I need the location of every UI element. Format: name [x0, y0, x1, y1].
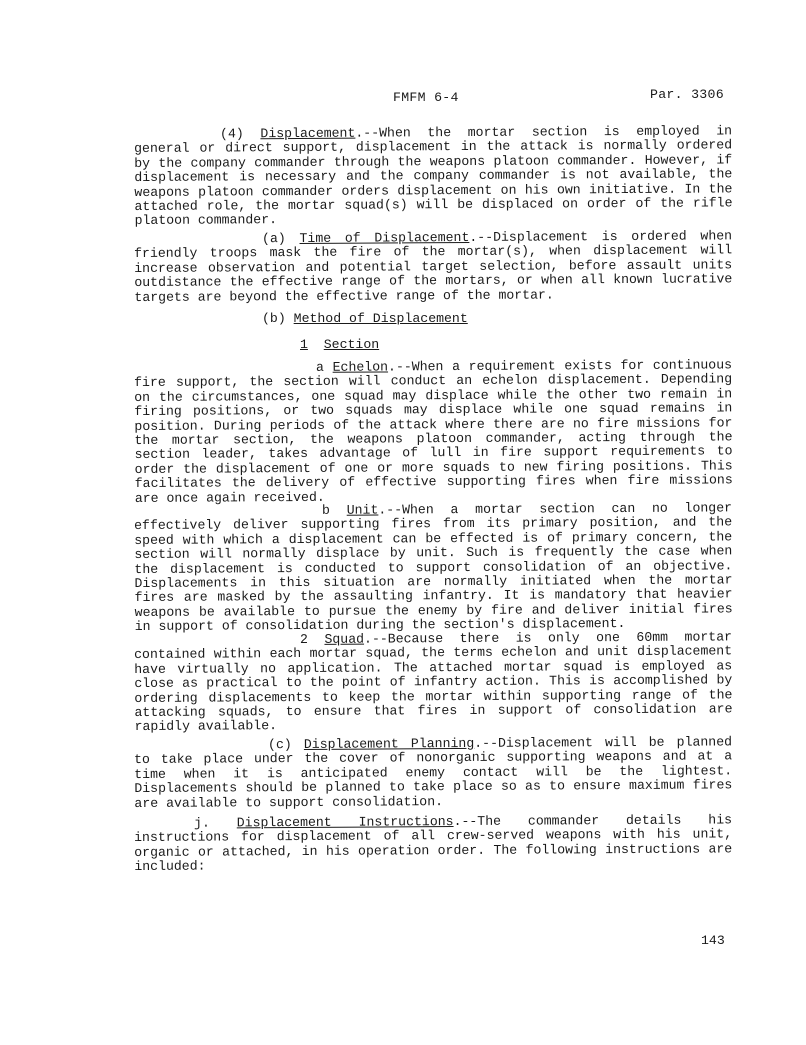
paragraph-title: Unit: [346, 502, 379, 518]
paragraph-squad: [134, 630, 733, 734]
paragraph-title: Squad: [324, 631, 365, 647]
paragraph-indent: (a): [261, 230, 300, 247]
paragraph-reference: Par. 3306: [650, 87, 724, 102]
heading-method-of-displacement: [262, 312, 468, 326]
heading-section: [300, 338, 379, 352]
paragraph-body: .--When the mortar section is employed in general or direct support, displacement in the attack is normally ordered by the company commander through the weapons platoon commander. However, if displacement is necessary and the company commander is not available, the weapons platoon commander orders displacement on his own initiative. In the attached role, the mortar squad(s) will be displaced on order of the rifle platoon commander.: [134, 123, 733, 229]
paragraph-title: Echelon: [332, 359, 389, 375]
paragraph-body: .--When a mortar section can no longer effectively deliver supporting fires from its primary position, and the speed with which a displacement can be effected is of primary concern, the section will normally displace by unit. Such is frequently the case when the displacement is conducted to support consolidation of an objective. Displacements in this situation are normally initiated when the mortar fires are masked by the assaulting infantry. It is mandatory that heavier weapons be available to pursue the enemy by fire and deliver initial fires in support of consolidation during the section's displacement.: [134, 500, 733, 635]
page-number: 143: [701, 933, 725, 948]
paragraph-body: .--Displacement is ordered when friendly troops mask the fire of the mortar(s), when displacement will increase observation and potential target selection, before assault units outdistance the effective range of the mortars, or when all known lucrative targets are beyond the effective range of the mortar.: [134, 228, 733, 305]
paragraph-unit: [134, 501, 733, 634]
paragraph-body: .--Displacement will be planned to take place under the cover of nonorganic supporting weapons and at a time when it is anticipated enemy contact will be the lightest. Displacements should be planned to take place so as to ensure maximum fires are available to support consolidation.: [134, 734, 733, 811]
paragraph-echelon: [134, 358, 733, 506]
manual-designation: FMFM 6-4: [393, 90, 459, 105]
paragraph-title: Displacement: [260, 125, 356, 142]
heading-number: 1: [300, 337, 308, 352]
paragraph-indent: j.: [193, 815, 237, 831]
heading-title: Method of Displacement: [293, 311, 468, 326]
paragraph-displacement: [134, 124, 733, 228]
heading-indent: (b): [262, 311, 294, 326]
paragraph-title: Displacement Planning: [303, 735, 475, 752]
paragraph-indent: (4): [219, 126, 261, 142]
paragraph-title: Displacement Instructions: [236, 814, 454, 831]
paragraph-displacement-planning: [134, 735, 732, 811]
paragraph-indent: 2: [299, 631, 325, 647]
paragraph-indent: (c): [267, 736, 304, 753]
heading-title: Section: [323, 337, 380, 352]
paragraph-body: .--Because there is only one 60mm mortar contained within each mortar squad, the terms echelon and unit displacement have virtually no application. The attached mortar squad is employed as close as practical to the point of infantry action. This is accomplished by ordering displacements to keep the mortar within supporting range of the attacking squads, to ensure that fires in support of consolidation are rapidly available.: [134, 629, 733, 735]
paragraph-body: .--The commander details his instructions for displacement of all crew-served weapons with his unit, organic or attached, in his operation order. The following instructions are included:: [134, 812, 733, 875]
paragraph-body: .--When a requirement exists for continuous fire support, the section will conduct an echelon displacement. Depending on the circumstances, one squad may displace while the other two remain in firing positions, or two squads may displace while one squad remains in position. During periods of the attack where there are no fire missions for the mortar section, the weapons platoon commander, acting through the section leader, takes advantage of lull in fire support requirements to order the displacement of one or more squads to new firing positions. This facilitates the delivery of effective supporting fires when fire missions are once again received.: [134, 357, 733, 506]
paragraph-indent: a: [315, 359, 333, 375]
paragraph-title: Time of Displacement: [299, 229, 470, 246]
paragraph-time-of-displacement: [134, 229, 732, 305]
paragraph-indent: b: [321, 502, 347, 518]
paragraph-displacement-instructions: [134, 813, 732, 874]
